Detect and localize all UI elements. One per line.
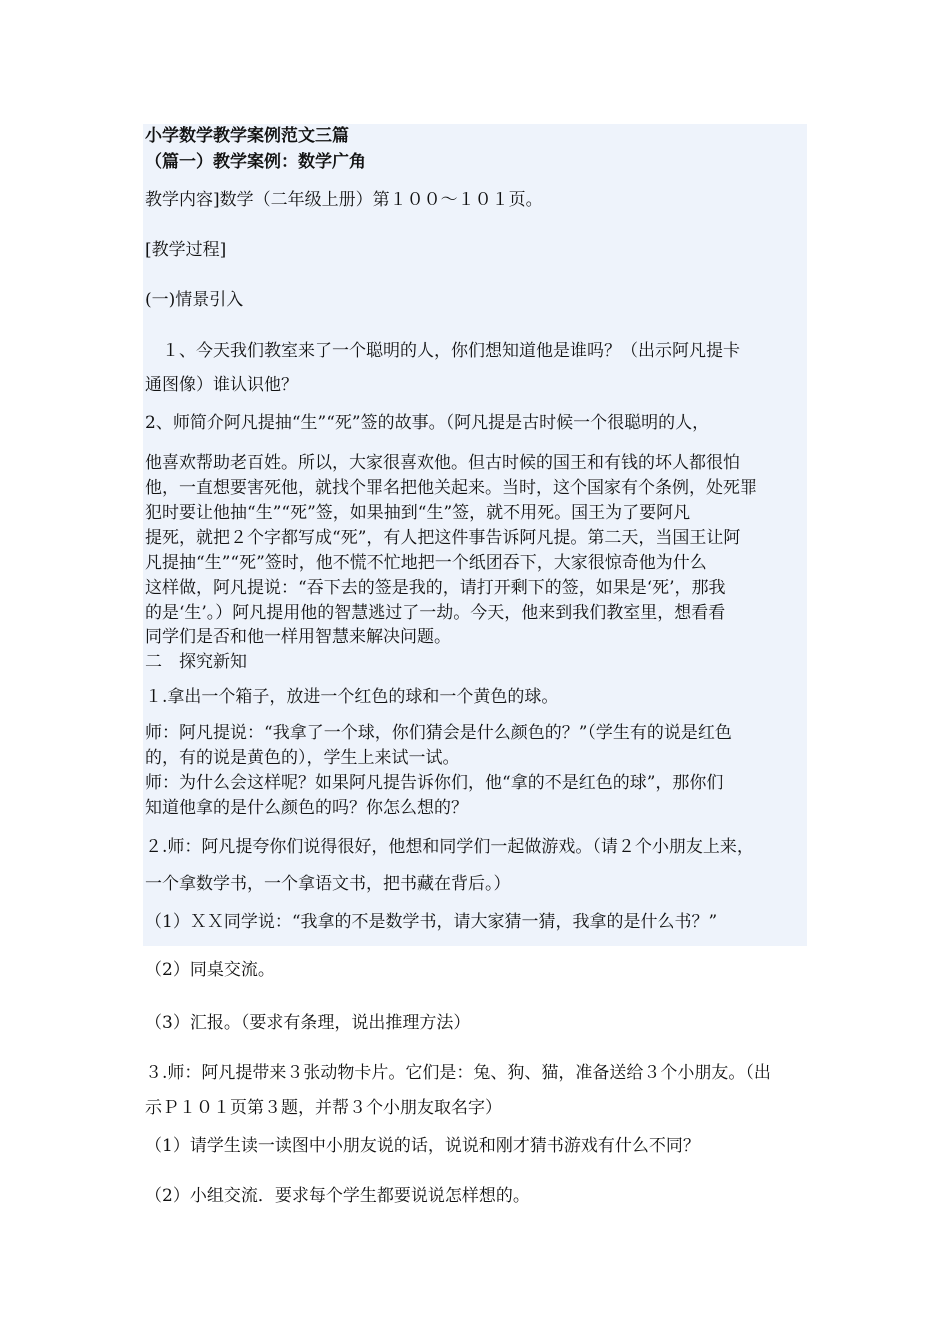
paragraph-line: 通图像）谁认识他？ (145, 375, 298, 395)
paragraph-line: 的，有的说是黄色的），学生上来试一试。 (145, 748, 460, 768)
paragraph-line: 二 探究新知 (145, 652, 247, 672)
paragraph-line: （1）ＸＸ同学说：“我拿的不是数学书，请大家猜一猜，我拿的是什么书？” (145, 912, 718, 932)
paragraph-line: 犯时要让他抽“生”“死”签，如果抽到“生”签，就不用死。国王为了要阿凡 (145, 503, 691, 523)
document-subtitle: （篇一）教学案例：数学广角 (145, 152, 366, 172)
paragraph-line: （1）请学生读一读图中小朋友说的话，说说和刚才猜书游戏有什么不同？ (145, 1136, 700, 1156)
paragraph-line: （2）小组交流．要求每个学生都要说说怎样想的。 (145, 1186, 530, 1206)
paragraph-line: 的是‘生’。）阿凡提用他的智慧逃过了一劫。今天，他来到我们教室里，想看看 (145, 603, 726, 623)
paragraph-line: 凡提抽“生”“死”签时，他不慌不忙地把一个纸团吞下，大家很惊奇他为什么 (145, 553, 707, 573)
paragraph-line: 师：阿凡提说：“我拿了一个球，你们猜会是什么颜色的？”（学生有的说是红色 (145, 723, 732, 743)
paragraph-line: [教学过程] (145, 240, 227, 260)
paragraph-line: 2、师简介阿凡提抽“生”“死”签的故事。（阿凡提是古时候一个很聪明的人， (145, 413, 710, 433)
paragraph-line: （2）同桌交流。 (145, 960, 275, 980)
paragraph-line: ３.师：阿凡提带来３张动物卡片。它们是：兔、狗、猫，准备送给３个小朋友。（出 (145, 1063, 771, 1083)
paragraph-line: １.拿出一个箱子，放进一个红色的球和一个黄色的球。 (145, 687, 559, 707)
paragraph-line: １、今天我们教室来了一个聪明的人，你们想知道他是谁吗？（出示阿凡提卡 (145, 341, 740, 361)
document-title: 小学数学教学案例范文三篇 (145, 126, 349, 146)
paragraph-line: 提死，就把２个字都写成“死”，有人把这件事告诉阿凡提。第二天，当国王让阿 (145, 528, 741, 548)
paragraph-line: （3）汇报。（要求有条理，说出推理方法） (145, 1013, 471, 1033)
paragraph-line: 一个拿数学书，一个拿语文书，把书藏在背后。） (145, 874, 511, 894)
paragraph-line: ２.师：阿凡提夸你们说得很好，他想和同学们一起做游戏。（请２个小朋友上来， (145, 837, 754, 857)
paragraph-line: 示Ｐ１０１页第３题，并帮３个小朋友取名字） (145, 1098, 502, 1118)
paragraph-line: 他，一直想要害死他，就找个罪名把他关起来。当时，这个国家有个条例，处死罪 (145, 478, 757, 498)
paragraph-line: 他喜欢帮助老百姓。所以，大家很喜欢他。但古时候的国王和有钱的坏人都很怕 (145, 453, 740, 473)
paragraph-line: 师：为什么会这样呢？如果阿凡提告诉你们，他“拿的不是红色的球”，那你们 (145, 773, 724, 793)
paragraph-line: 教学内容]数学（二年级上册）第１００～１０１页。 (145, 190, 543, 210)
paragraph-line: 这样做，阿凡提说：“吞下去的签是我的，请打开剩下的签，如果是‘死’，那我 (145, 578, 726, 598)
paragraph-line: 知道他拿的是什么颜色的吗？你怎么想的？ (145, 798, 468, 818)
paragraph-line: 同学们是否和他一样用智慧来解决问题。 (145, 627, 451, 647)
paragraph-line: (一)情景引入 (145, 290, 244, 310)
